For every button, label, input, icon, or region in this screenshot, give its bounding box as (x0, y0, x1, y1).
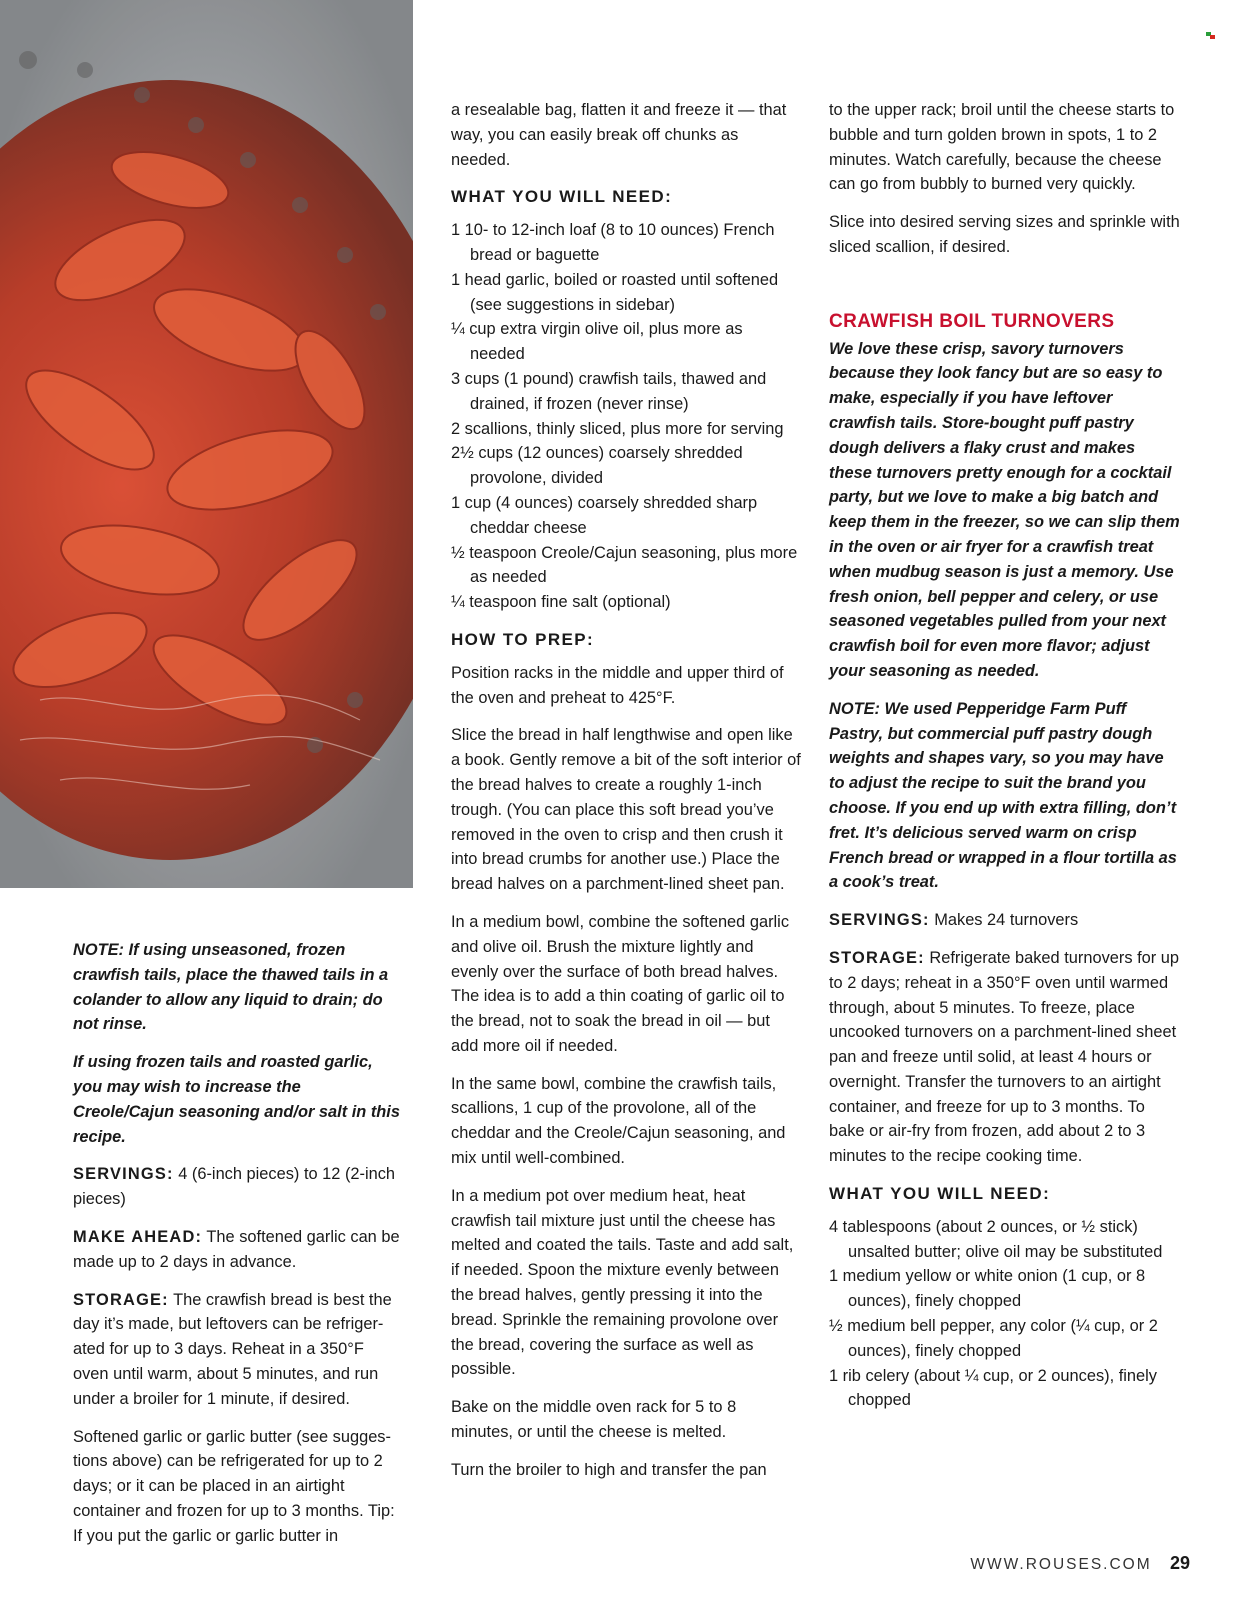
list-item: 1 10- to 12-inch loaf (8 to 10 ounces) French bread or baguette (451, 221, 775, 264)
photo-illustration (0, 0, 413, 888)
list-item: 1 rib celery (about ¼ cup, or 2 ounces), finely chopped (829, 1366, 1157, 1410)
crawfish-boil-photo (0, 0, 413, 888)
storage-label: STORAGE: (829, 948, 925, 967)
storage-text: Refrigerate baked turnovers for up to 2 days; reheat in a 350°F oven until warmed through, about 5 minutes. To freeze, place uncooked turnovers on a parchment-lined sheet pan and freeze until solid, at least 4 hours or overnight. Transfer the turnovers to an airtight container, and freeze for up to 3 months. To bake or air-fry from frozen, add about 2 to 3 minutes to the recipe cooking time. (829, 948, 1180, 1166)
ingredients-list (829, 1215, 1181, 1413)
prep-step: In the same bowl, combine the crawfish tails, scallions, 1 cup of the provolone, all of the cheddar and the Creole/Cajun seasoning, and mix until well-combined. (451, 1074, 786, 1168)
make-ahead-paragraph (73, 1225, 403, 1275)
prep-step: Bake on the middle oven rack for 5 to 8 minutes, or until the cheese is melted. (451, 1398, 737, 1442)
list-item: 4 tablespoons (about 2 ounces, or ½ stick) unsalted butter; olive oil may be substituted (829, 1217, 1163, 1261)
storage-text: The crawfish bread is best the day it’s made, but leftovers can be refrigerated for up to 3 days. Reheat in a 350°F oven until warm, about 5 minutes, and run under a broiler for 1 minute, if desired. (73, 1290, 392, 1408)
list-item: 2 scallions, thinly sliced, plus more for serving (451, 419, 784, 438)
servings-paragraph (73, 1162, 403, 1212)
prep-step: Position racks in the middle and upper third of the oven and preheat to 425°F. (451, 663, 784, 707)
prep-step: In a medium bowl, combine the softened garlic and olive oil. Brush the mixture lightly and evenly over the surface of both bread halves. The idea is to add a thin coating of garlic oil to the bread, not to soak the bread in oil — but add more oil if needed. (451, 912, 790, 1055)
continued-text: a resealable bag, flatten it and freeze it — that way, you can easily break off chunks as needed. (451, 101, 787, 169)
recipe-note: NOTE: We used Pepperidge Farm Puff Pastry, but commercial puff pastry dough weights and shapes vary, so you may have to adjust the recipe to suit the brand you choose. If you end up with extra filling, don’t fret. It’s delicious served warm on crisp French bread or wrapped in a flour tortilla as a cook’s treat. (829, 699, 1177, 892)
column-middle (451, 98, 801, 1496)
list-item: ½ medium bell pepper, any color (¼ cup, or 2 ounces), finely chopped (829, 1317, 1158, 1360)
note-unseasoned: NOTE: If using unseasoned, frozen crawfish tails, place the thawed tails in a colander to allow any liquid to drain; do not rinse. (73, 941, 389, 1034)
page-footer (970, 1553, 1190, 1574)
column-right (829, 98, 1181, 1426)
continued-text-1: to the upper rack; broil until the cheese starts to bubble and turn golden brown in spots, 1 to 2 minutes. Watch carefully, because the cheese can go from bubbly to burned very quickly. (829, 101, 1175, 194)
list-item: 1 head garlic, boiled or roasted until softened (see suggestions in sidebar) (451, 270, 779, 314)
servings-label: SERVINGS: (829, 911, 930, 930)
servings-paragraph (829, 908, 1181, 933)
page-number: 29 (1169, 1553, 1190, 1573)
list-item: 1 cup (4 ounces) coarsely shredded sharp cheddar cheese (451, 493, 758, 537)
prep-step: Slice the bread in half lengthwise and open like a book. Gently remove a bit of the soft interior of the bread halves to create a roughly 1-inch trough. (You can place this soft bread you’ve removed in the oven to crisp and then crush it into bread crumbs for another use.) Place the bread halves on a parchment-lined sheet pan. (451, 726, 801, 894)
storage-label: STORAGE: (73, 1290, 169, 1309)
list-item: 2½ cups (12 ounces) coarsely shredded provolone, divided (451, 444, 743, 488)
servings-text: 4 (6-inch pieces) to 12 (2-inch pieces) (73, 1165, 396, 1209)
servings-label: SERVINGS: (73, 1165, 174, 1184)
note-frozen-tails: If using frozen tails and roasted garlic, you may wish to increase the Creole/Cajun seasoning and/or salt in this recipe. (73, 1053, 400, 1146)
list-item: ¼ teaspoon fine salt (optional) (451, 593, 671, 612)
ingredients-list (451, 218, 801, 615)
corner-color-mark-icon (1206, 32, 1215, 39)
make-ahead-text: The softened garlic can be made up to 2 days in advance. (73, 1227, 400, 1271)
list-item: ½ teaspoon Creole/Cajun seasoning, plus more as needed (451, 543, 798, 587)
storage-paragraph (73, 1288, 403, 1412)
ingredients-heading: WHAT YOU WILL NEED: (829, 1184, 1051, 1204)
recipe-title: CRAWFISH BOIL TURNOVERS (829, 310, 1115, 332)
prep-step: In a medium pot over medium heat, heat crawfish tail mixture just until the cheese has melted and coated the tails. Taste and add salt, if needed. Spoon the mixture evenly between the bread halves, gently pressing it into the bread. Sprinkle the remaining provolone over the bread, covering the surface as well as possible. (451, 1186, 794, 1379)
website-link[interactable]: WWW.ROUSES.COM (970, 1556, 1152, 1573)
continued-text-2: Slice into desired serving sizes and sprinkle with sliced scallion, if desired. (829, 213, 1180, 256)
list-item: 1 medium yellow or white onion (1 cup, or 8 ounces), finely chopped (829, 1267, 1146, 1311)
storage-paragraph (829, 946, 1181, 1169)
column-left (73, 938, 403, 1562)
servings-text: Makes 24 turnovers (929, 911, 1079, 930)
prep-step: Turn the broiler to high and transfer the pan (451, 1460, 767, 1479)
prep-heading: HOW TO PREP: (451, 629, 595, 649)
make-ahead-label: MAKE AHEAD: (73, 1227, 203, 1246)
softened-garlic-paragraph: Softened garlic or garlic butter (see suggestions above) can be refrigerated for up to 2 days; or it can be placed in an airtight container and frozen for up to 3 months. Tip: If you put the garlic or garlic butter in (73, 1427, 395, 1545)
ingredients-heading: WHAT YOU WILL NEED: (451, 187, 673, 207)
recipe-intro: We love these crisp, savory turnovers because they look fancy but are so easy to make, especially if you have leftover crawfish tails. Store-bought puff pastry dough delivers a flaky crust and makes these turnovers pretty enough for a cocktail party, but we love to make a big batch and keep them in the freezer, so we can slip them in the oven or air fryer for a crawfish treat when mudbug season is just a memory. Use fresh onion, bell pepper and celery, or use seasoned vegetables pulled from your next crawfish boil for even more flavor; adjust your seasoning as needed. (829, 339, 1180, 680)
list-item: ¼ cup extra virgin olive oil, plus more as needed (451, 320, 743, 364)
list-item: 3 cups (1 pound) crawfish tails, thawed and drained, if frozen (never rinse) (451, 369, 767, 413)
